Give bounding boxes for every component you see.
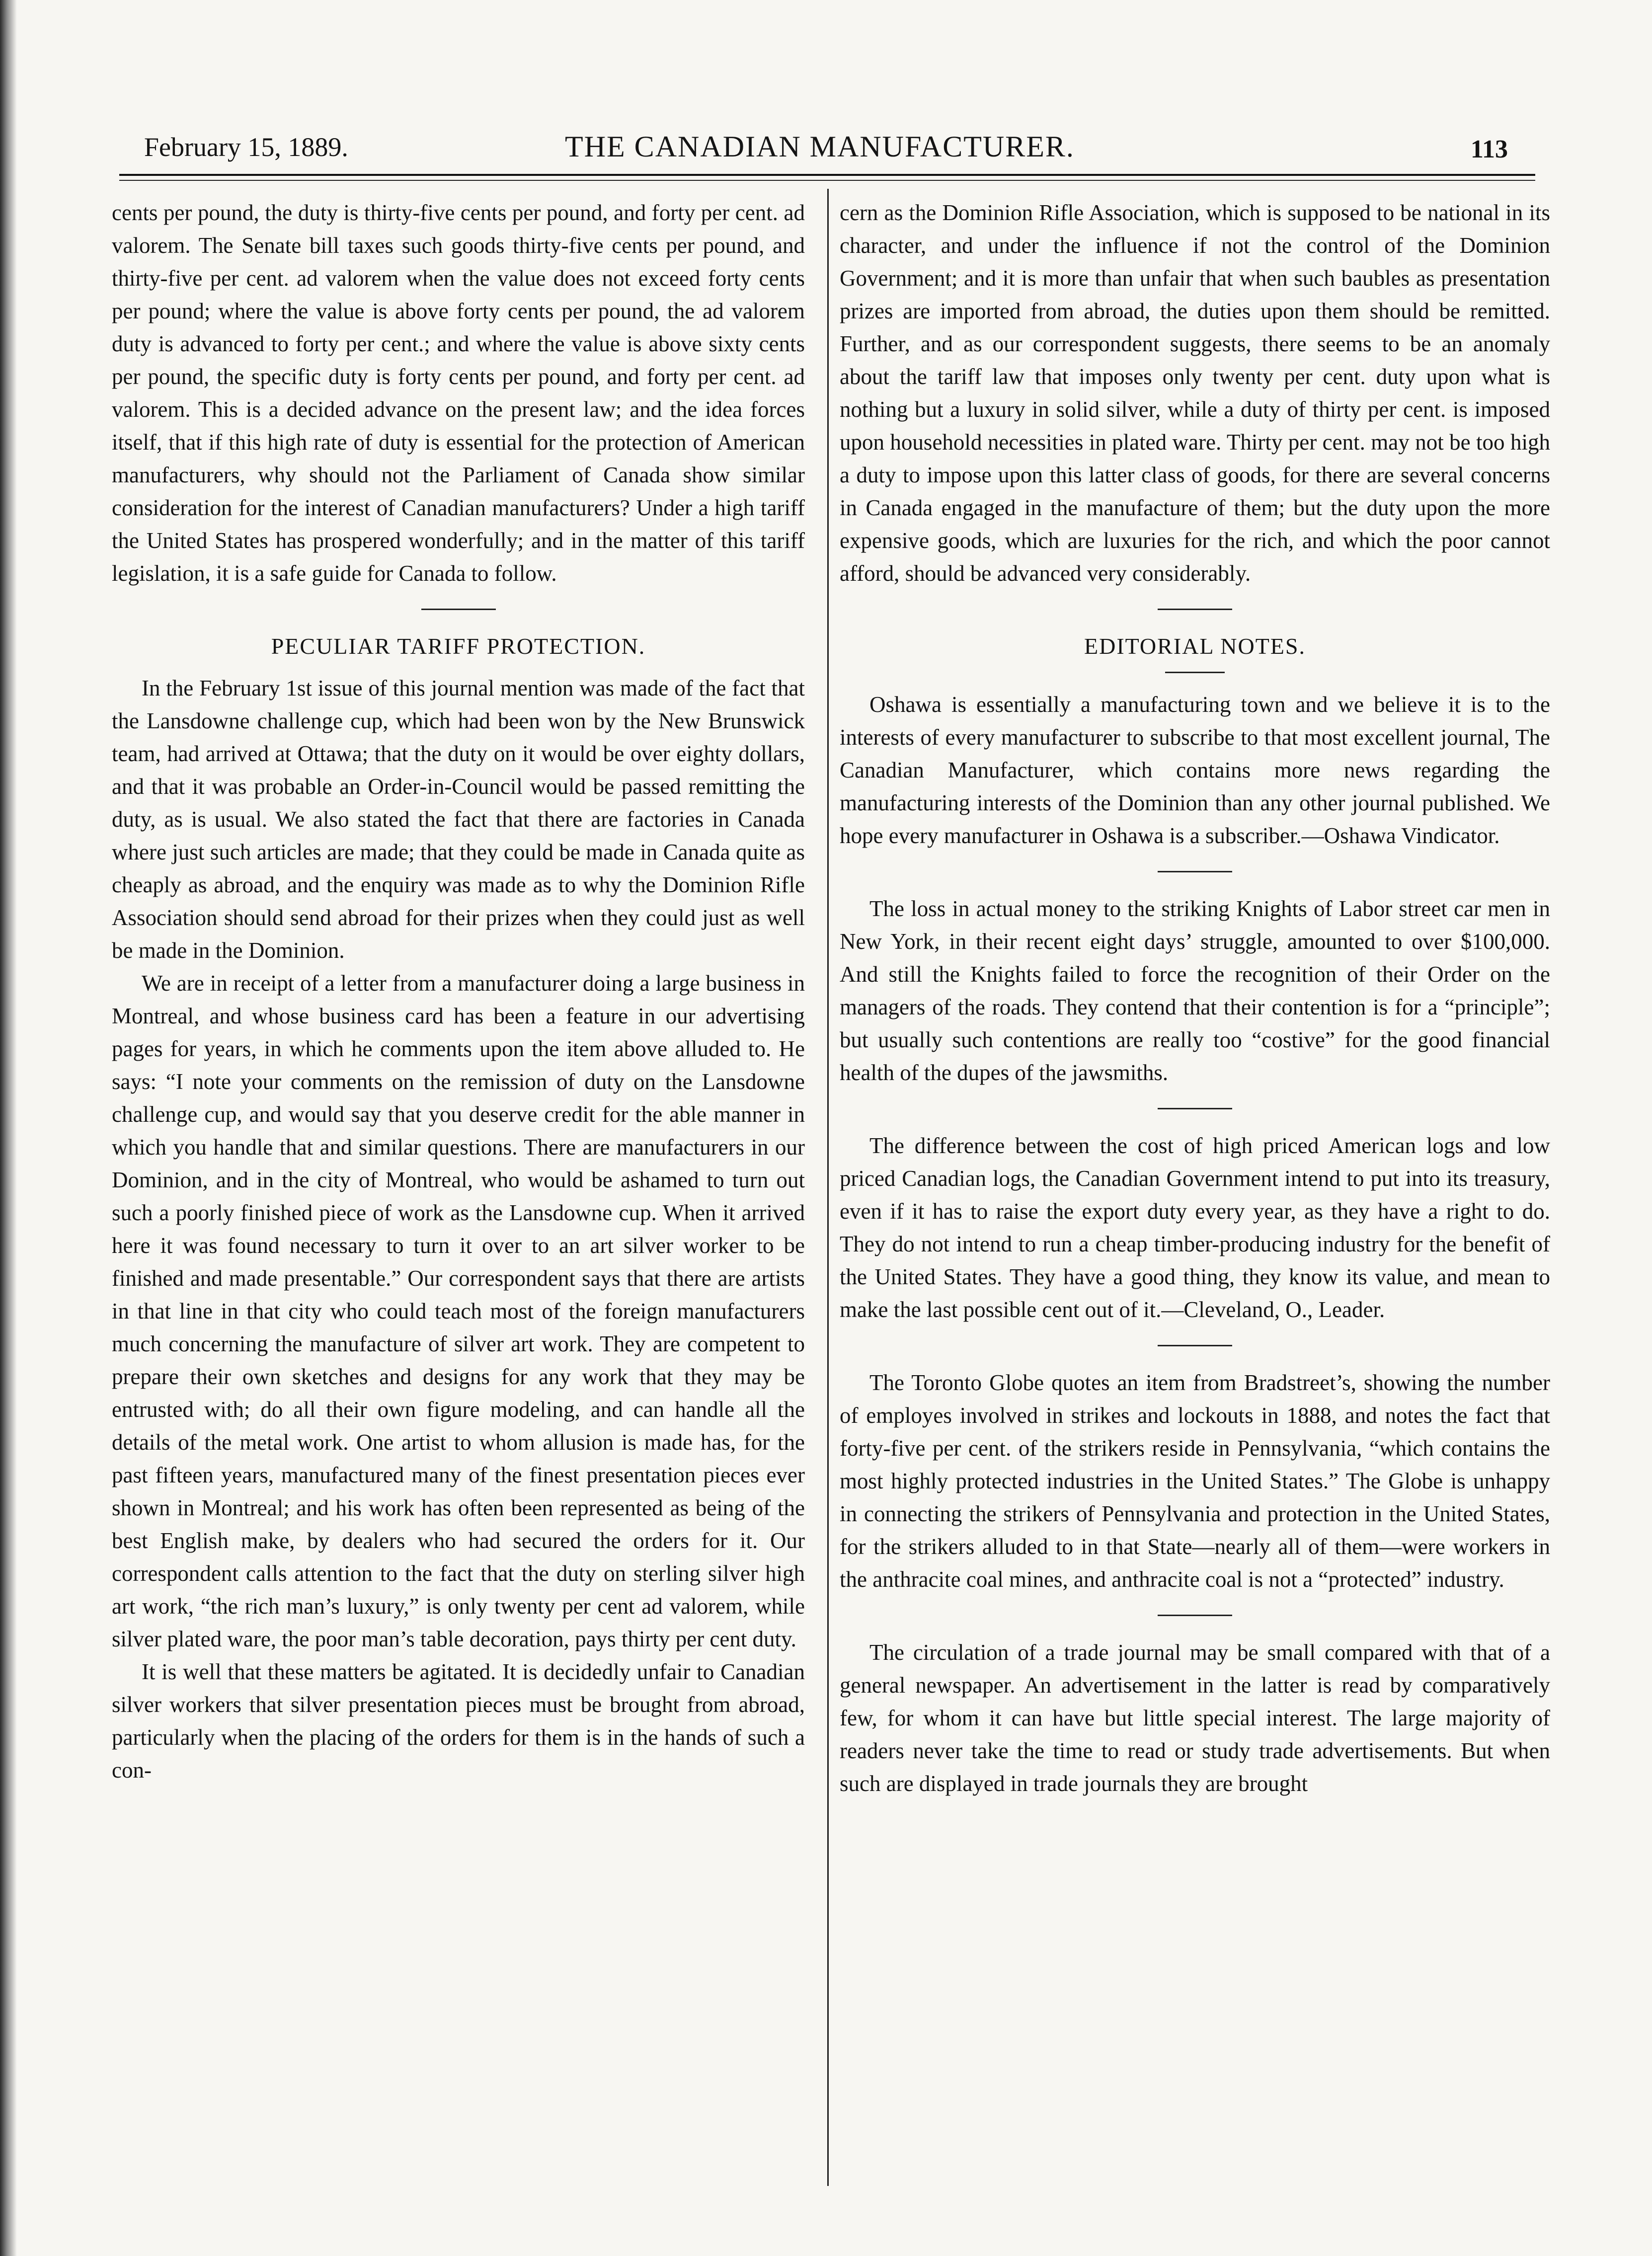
left-column xyxy=(112,196,805,1787)
article-paragraph: In the February 1st issue of this journal mention was made of the fact that the Lansdowne challenge cup, which had been won by the New Brunswick team, had arrived at Ottawa; that the duty on it would be over eighty dollars, and that it was probable an Order-in-Council would be passed remitting the duty, as is usual. We also stated the fact that there are factories in Canada where just such articles are made; that they could be made in Canada quite as cheaply as abroad, and the enquiry was made as to why the Dominion Rifle Association should send abroad for their prizes when they could just as well be made in the Dominion. xyxy=(112,676,805,963)
issue-date: February 15, 1889. xyxy=(144,132,348,162)
editorial-note: The loss in actual money to the striking Knights of Labor street car men in New York, in their recent eight days’ struggle, amounted to over $100,000. And still the Knights failed to force the recognition of their Order on the managers of the roads. They contend that their contention is for a “principle”; but usually such contentions are really too “costive” for the good financial health of the dupes of the jawsmiths. xyxy=(840,896,1550,1085)
intro-paragraph: cents per pound, the duty is thirty-five cents per pound, and forty per cent. ad valorem. The Senate bill taxes such goods thirty-five cents per pound, and thirty-five per cent. ad valorem when the value does not exceed forty cents per pound; where the value is above forty cents per pound, the ad valorem duty is advanced to forty per cent.; and where the value is above sixty cents per pound, the specific duty is forty cents per pound, and forty per cent. ad valorem. This is a decided advance on the present law; and the idea forces itself, that if this high rate of duty is essential for the protection of American manufacturers, why should not the Parliament of Canada show similar consideration for the interest of Canadian manufacturers? Under a high tariff the United States has prospered wonderfully; and in the matter of this tariff legislation, it is a safe guide for Canada to follow. xyxy=(112,200,805,586)
page-number: 113 xyxy=(1470,135,1508,163)
editorial-note: Oshawa is essentially a manufacturing town and we believe it is to the interests of every manufacturer to subscribe to that most excellent journal, The Canadian Manufacturer, which contains more news regarding the manufacturing interests of the Dominion than any other journal published. We hope every manufacturer in Oshawa is a subscriber.—Oshawa Vindicator. xyxy=(840,692,1550,848)
article-heading: PECULIAR TARIFF PROTECTION. xyxy=(271,633,646,659)
editorial-note: The difference between the cost of high priced American logs and low priced Canadian logs, the Canadian Government intend to put into its treasury, even if it has to raise the export duty every year, as they have a right to do. They do not intend to run a cheap timber-producing industry for the benefit of the United States. They have a good thing, they know its value, and mean to make the last possible cent out of it.—Cleveland, O., Leader. xyxy=(840,1133,1550,1322)
article-paragraph: It is well that these matters be agitated. It is decidedly unfair to Canadian silver workers that silver presentation pieces must be brought from abroad, particularly when the placing of the orders for them is in the hands of such a con- xyxy=(112,1659,805,1783)
heading-rule xyxy=(1165,672,1225,673)
section-divider xyxy=(1158,609,1232,610)
header-rule-thin xyxy=(119,180,1535,181)
section-divider xyxy=(421,609,496,610)
note-divider xyxy=(1158,1345,1232,1346)
continuation-paragraph: cern as the Dominion Rifle Association, which is supposed to be national in its character, and under the influence if not the control of the Dominion Government; and it is more than unfair that when such baubles as presentation prizes are imported from abroad, the duties upon them should be remitted. Further, and as our correspondent suggests, there seems to be an anomaly about the tariff law that imposes only twenty per cent. duty upon what is nothing but a luxury in solid silver, while a duty of thirty per cent. is imposed upon household necessities in plated ware. Thirty per cent. may not be too high a duty to impose upon this latter class of goods, for there are several concerns in Canada engaged in the manufacture of them; but the duty upon the more expensive goods, which are luxuries for the rich, and which the poor cannot afford, should be advanced very considerably. xyxy=(840,200,1550,586)
note-divider xyxy=(1158,1615,1232,1616)
page-edge-shadow xyxy=(0,0,17,2256)
header-rule xyxy=(119,174,1535,176)
page-header xyxy=(112,117,1528,176)
journal-title: THE CANADIAN MANUFACTURER. xyxy=(565,130,1075,163)
right-column xyxy=(840,196,1550,1800)
note-divider xyxy=(1158,871,1232,872)
article-paragraph: We are in receipt of a letter from a manufacturer doing a large business in Montreal, and whose business card has been a feature in our advertising pages for years, in which he comments upon the item above alluded to. He says: “I note your comments on the remission of duty on the Lansdowne challenge cup, and would say that you deserve credit for the able manner in which you handle that and similar questions. There are manufacturers in our Dominion, and in the city of Montreal, who would be ashamed to turn out such a poorly finished piece of work as the Lansdowne cup. When it arrived here it was found necessary to turn it over to an art silver worker to be finished and made presentable.” Our correspondent says that there are artists in that line in that city who could teach most of the foreign manufacturers much concerning the manufacture of silver art work. They are competent to prepare their own sketches and designs for any work that they may be entrusted with; do all their own figure modeling, and can handle all the details of the metal work. One artist to whom allusion is made has, for the past fifteen years, manufactured many of the finest presentation pieces ever shown in Montreal; and his work has often been represented as being of the best English make, by dealers who had secured the orders for it. Our correspondent calls attention to the fact that the duty on sterling silver high art work, “the rich man’s luxury,” is only twenty per cent ad valorem, while silver plated ware, the poor man’s table decoration, pays thirty per cent duty. xyxy=(112,971,805,1651)
note-divider xyxy=(1158,1108,1232,1109)
editorial-note: The circulation of a trade journal may be small compared with that of a general newspaper. An advertisement in the latter is read by comparatively few, for whom it can have but little special interest. The large majority of readers never take the time to read or study trade advertisements. But when such are displayed in trade journals they are brought xyxy=(840,1640,1550,1796)
editorial-heading: EDITORIAL NOTES. xyxy=(1084,633,1306,659)
column-divider xyxy=(827,189,829,2186)
editorial-note: The Toronto Globe quotes an item from Bradstreet’s, showing the number of employes involved in strikes and lockouts in 1888, and notes the fact that forty-five per cent. of the strikers reside in Pennsylvania, “which contains the most highly protected industries in the United States.” The Globe is unhappy in connecting the strikers of Pennsylvania and protection in the United States, for the strikers alluded to in that State—nearly all of them—were workers in the anthracite coal mines, and anthracite coal is not a “protected” industry. xyxy=(840,1370,1550,1592)
